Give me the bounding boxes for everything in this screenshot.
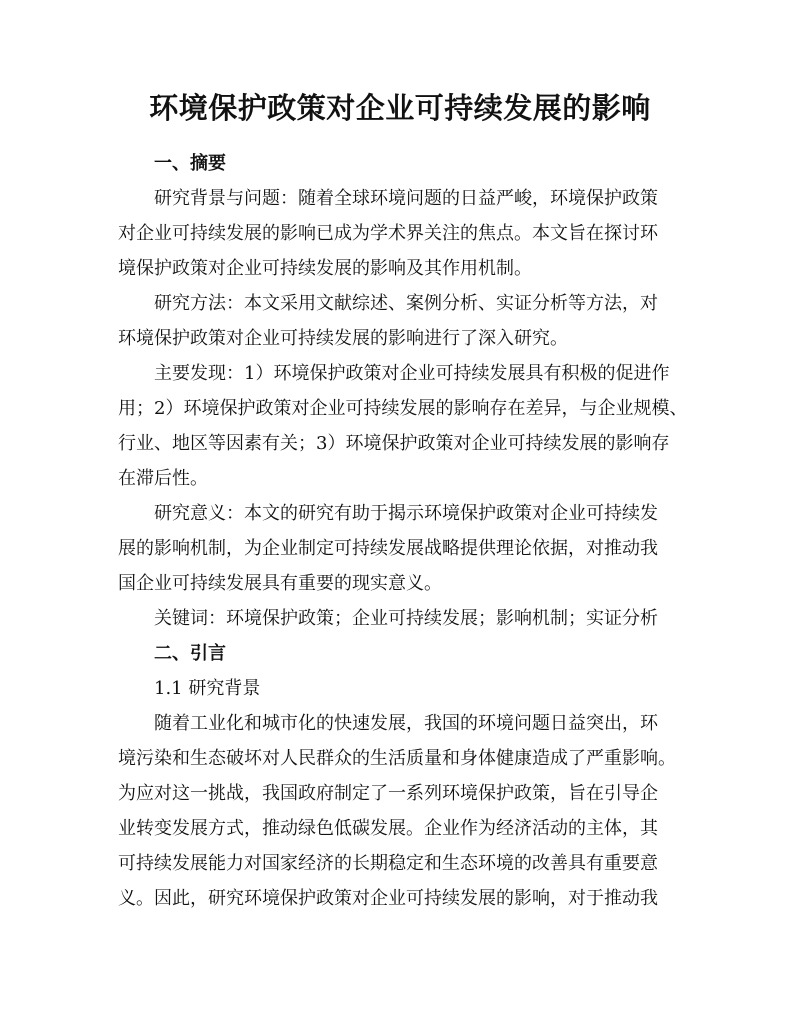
text-line: 对企业可持续发展的影响已成为学术界关注的焦点。本文旨在探讨环 — [118, 223, 658, 244]
text-line: 可持续发展能力对国家经济的长期稳定和生态环境的改善具有重要意 — [118, 853, 658, 874]
text-line: 研究背景与问题：随着全球环境问题的日益严峻，环境保护政策 — [154, 188, 658, 209]
text-line: 展的影响机制，为企业制定可持续发展战略提供理论依据，对推动我 — [118, 538, 658, 559]
text-line: 用；2）环境保护政策对企业可持续发展的影响存在差异，与企业规模、 — [118, 398, 688, 419]
abstract-background-paragraph — [118, 181, 690, 286]
document-title: 环境保护政策对企业可持续发展的影响 — [149, 91, 651, 125]
text-line: 环境保护政策对企业可持续发展的影响进行了深入研究。 — [118, 328, 568, 349]
abstract-findings-paragraph — [118, 356, 690, 496]
abstract-heading: 一、摘要 — [154, 153, 226, 174]
text-line: 随着工业化和城市化的快速发展，我国的环境问题日益突出，环 — [154, 713, 658, 734]
introduction-heading: 二、引言 — [154, 643, 226, 664]
research-background-subheading: 1.1 研究背景 — [154, 678, 261, 699]
text-line: 行业、地区等因素有关；3）环境保护政策对企业可持续发展的影响存 — [118, 433, 670, 454]
text-line: 业转变发展方式，推动绿色低碳发展。企业作为经济活动的主体，其 — [118, 818, 658, 839]
text-line: 研究方法：本文采用文献综述、案例分析、实证分析等方法，对 — [154, 293, 658, 314]
keywords-line — [118, 601, 690, 636]
introduction-paragraph — [118, 706, 690, 916]
text-line: 为应对这一挑战，我国政府制定了一系列环境保护政策，旨在引导企 — [118, 783, 658, 804]
text-line: 国企业可持续发展具有重要的现实意义。 — [118, 573, 442, 594]
text-line: 主要发现：1）环境保护政策对企业可持续发展具有积极的促进作 — [154, 363, 670, 384]
document-body — [118, 146, 690, 916]
text-line: 关键词：环境保护政策；企业可持续发展；影响机制；实证分析 — [154, 608, 658, 629]
text-line: 研究意义：本文的研究有助于揭示环境保护政策对企业可持续发 — [154, 503, 658, 524]
text-line: 境保护政策对企业可持续发展的影响及其作用机制。 — [118, 258, 532, 279]
text-line: 境污染和生态破坏对人民群众的生活质量和身体健康造成了严重影响。 — [118, 748, 676, 769]
abstract-significance-paragraph — [118, 496, 690, 601]
text-line: 在滞后性。 — [118, 468, 208, 489]
abstract-methods-paragraph — [118, 286, 690, 356]
text-line: 义。因此，研究环境保护政策对企业可持续发展的影响，对于推动我 — [118, 888, 658, 909]
